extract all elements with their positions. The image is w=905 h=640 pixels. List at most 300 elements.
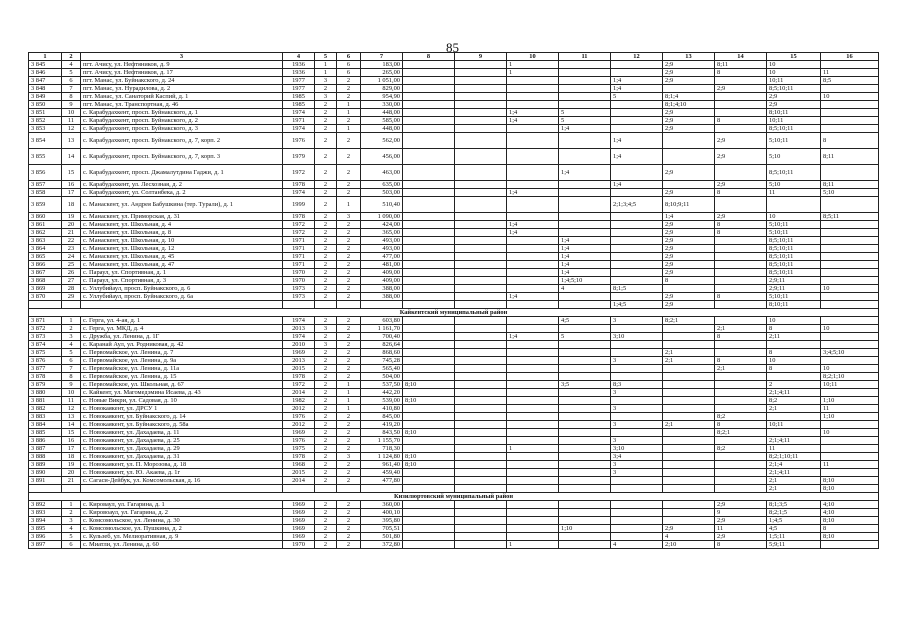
table-cell <box>455 349 507 357</box>
table-cell <box>663 381 715 389</box>
table-cell: 1972 <box>283 381 315 389</box>
table-cell <box>715 373 767 381</box>
table-cell: 4;5 <box>559 317 611 325</box>
table-cell: 10 <box>62 109 81 117</box>
table-cell: 10 <box>821 325 879 333</box>
table-row <box>29 93 879 101</box>
table-cell: 1 <box>507 61 559 69</box>
table-cell: 22 <box>62 237 81 245</box>
table-cell: 5 <box>62 533 81 541</box>
table-cell: 3 <box>611 469 663 477</box>
table-cell: 29 <box>62 293 81 301</box>
table-cell: 3 <box>315 325 337 333</box>
table-cell <box>821 61 879 69</box>
table-cell <box>821 229 879 237</box>
table-cell <box>715 405 767 413</box>
table-cell: 8;2 <box>715 445 767 453</box>
table-cell: 388,00 <box>361 293 403 301</box>
table-cell <box>821 541 879 549</box>
table-cell: 20 <box>62 221 81 229</box>
table-cell <box>507 277 559 285</box>
table-cell: 504,00 <box>361 373 403 381</box>
table-cell: 3 876 <box>29 357 62 365</box>
table-cell: 1969 <box>283 509 315 517</box>
table-cell: 8;5;10;11 <box>767 125 821 133</box>
table-row <box>29 181 879 189</box>
table-cell <box>715 301 767 309</box>
table-cell: 23 <box>62 245 81 253</box>
table-cell: 2015 <box>283 469 315 477</box>
table-cell: 3 <box>611 437 663 445</box>
table-cell: 2 <box>315 237 337 245</box>
table-cell: 2 <box>315 101 337 109</box>
table-cell: 8;5;10;11 <box>767 261 821 269</box>
table-cell: 1;4 <box>559 237 611 245</box>
table-cell <box>611 261 663 269</box>
table-cell: 1971 <box>283 253 315 261</box>
table-cell: 1979 <box>283 149 315 165</box>
column-number: 11 <box>559 53 611 61</box>
table-cell: 2;9 <box>715 85 767 93</box>
table-cell: 8 <box>767 349 821 357</box>
table-cell <box>715 461 767 469</box>
table-row <box>29 517 879 525</box>
table-cell: 2 <box>337 317 361 325</box>
table-cell: 8;2;1;10;11 <box>767 453 821 461</box>
table-cell: 3 872 <box>29 325 62 333</box>
table-cell <box>715 269 767 277</box>
table-cell <box>403 485 455 493</box>
table-cell: 2 <box>337 437 361 445</box>
table-cell: 4 <box>559 285 611 293</box>
table-cell: 1973 <box>283 285 315 293</box>
table-cell: 2 <box>337 133 361 149</box>
table-cell: 8;10;11 <box>767 109 821 117</box>
table-cell: 2 <box>337 541 361 549</box>
table-cell <box>715 277 767 285</box>
table-cell: 2;1 <box>767 477 821 485</box>
table-cell: 8;2 <box>767 397 821 405</box>
table-cell <box>315 301 337 309</box>
table-cell: с. Уллубийаул, просп. Буйнакского, д. 6а <box>81 293 283 301</box>
table-cell: 3 858 <box>29 189 62 197</box>
table-cell: 1999 <box>283 197 315 213</box>
table-cell: 2;10 <box>663 541 715 549</box>
table-cell: 8;10 <box>821 477 879 485</box>
table-cell <box>507 485 559 493</box>
table-cell: с. Первомайское, ул. Ленина, д. 11а <box>81 365 283 373</box>
table-cell: с. Карабудахкент, просп. Буйнакского, д. 3 <box>81 125 283 133</box>
table-cell <box>403 469 455 477</box>
table-cell <box>455 85 507 93</box>
table-cell <box>663 285 715 293</box>
table-cell: 3 890 <box>29 469 62 477</box>
table-cell <box>559 325 611 333</box>
table-cell <box>663 501 715 509</box>
table-cell: 8;2;1 <box>663 317 715 325</box>
table-cell: 1;4 <box>507 189 559 197</box>
table-cell: 3 849 <box>29 93 62 101</box>
table-cell <box>403 517 455 525</box>
table-cell <box>403 373 455 381</box>
table-cell <box>663 437 715 445</box>
table-cell: 8;2;1 <box>715 429 767 437</box>
table-cell: 3 886 <box>29 437 62 445</box>
table-cell <box>403 237 455 245</box>
table-cell: 2 <box>337 413 361 421</box>
table-cell <box>821 117 879 125</box>
table-row <box>29 357 879 365</box>
table-cell: 2 <box>315 365 337 373</box>
table-cell: 961,40 <box>361 461 403 469</box>
table-cell: 3 892 <box>29 501 62 509</box>
table-cell: 1936 <box>283 69 315 77</box>
table-cell: 3;4 <box>611 453 663 461</box>
table-cell <box>611 277 663 285</box>
table-cell <box>455 293 507 301</box>
table-cell: 8;10 <box>821 485 879 493</box>
table-cell: пгт. Манас, ул. Буйнакского, д. 24 <box>81 77 283 85</box>
table-cell: 3 846 <box>29 69 62 77</box>
table-cell <box>403 533 455 541</box>
table-cell: 459,40 <box>361 469 403 477</box>
table-cell <box>507 317 559 325</box>
table-cell: 12 <box>62 125 81 133</box>
table-cell: 2 <box>315 117 337 125</box>
table-cell: 3 <box>337 453 361 461</box>
table-cell <box>455 149 507 165</box>
table-cell <box>767 341 821 349</box>
table-cell <box>455 485 507 493</box>
table-cell: 2 <box>337 245 361 253</box>
table-cell: 2;1 <box>715 365 767 373</box>
table-cell: 17 <box>62 445 81 453</box>
table-cell: 21 <box>62 477 81 485</box>
table-cell: 1970 <box>283 541 315 549</box>
table-cell: 1969 <box>283 501 315 509</box>
table-cell: 1936 <box>283 61 315 69</box>
table-cell: 2 <box>315 509 337 517</box>
table-cell: 2 <box>337 117 361 125</box>
table-cell: 2;9 <box>663 221 715 229</box>
table-cell: 10 <box>767 61 821 69</box>
table-cell: 1;10 <box>821 397 879 405</box>
table-cell: 372,80 <box>361 541 403 549</box>
table-cell: 1972 <box>283 229 315 237</box>
table-cell <box>403 181 455 189</box>
table-cell: 8;10 <box>821 533 879 541</box>
table-cell: 3 894 <box>29 517 62 525</box>
table-cell <box>337 301 361 309</box>
table-cell <box>507 133 559 149</box>
table-cell: 4 <box>62 61 81 69</box>
table-cell: 2;1 <box>663 421 715 429</box>
table-cell: 8;1;4;10 <box>663 101 715 109</box>
table-cell: 2 <box>767 381 821 389</box>
table-cell <box>62 485 81 493</box>
table-cell: с. Манаскент, ул. Школьная, д. 8 <box>81 229 283 237</box>
page-number: 85 <box>446 40 459 55</box>
table-cell: 4;5 <box>767 525 821 533</box>
table-cell: 2 <box>337 477 361 485</box>
table-cell <box>663 485 715 493</box>
table-cell: 2 <box>315 477 337 485</box>
table-cell <box>507 429 559 437</box>
table-cell: 409,00 <box>361 277 403 285</box>
table-cell <box>455 461 507 469</box>
table-cell: 2 <box>315 429 337 437</box>
table-cell: 3 874 <box>29 341 62 349</box>
table-cell: 4 <box>62 341 81 349</box>
table-cell: с. Кироваул, ул. Гагарина, д. 1 <box>81 501 283 509</box>
table-cell: 501,80 <box>361 533 403 541</box>
table-cell <box>403 341 455 349</box>
table-cell: 2014 <box>283 477 315 485</box>
table-cell: 8;1;5 <box>611 285 663 293</box>
table-cell <box>821 341 879 349</box>
table-cell: 424,00 <box>361 221 403 229</box>
table-cell <box>611 365 663 373</box>
table-cell: 2;9 <box>715 133 767 149</box>
table-cell <box>455 213 507 221</box>
table-cell: 2 <box>337 421 361 429</box>
table-cell: 11 <box>821 405 879 413</box>
column-number: 13 <box>663 53 715 61</box>
table-cell: 2 <box>337 341 361 349</box>
table-cell <box>507 525 559 533</box>
table-cell: 28 <box>62 285 81 293</box>
district-title: Кизилюртовский муниципальный район <box>29 493 879 501</box>
table-cell: 2 <box>337 269 361 277</box>
table-cell: 3 897 <box>29 541 62 549</box>
table-cell: 1;10 <box>559 525 611 533</box>
table-cell: 1969 <box>283 533 315 541</box>
table-cell: 3 867 <box>29 269 62 277</box>
table-cell: 12 <box>62 405 81 413</box>
table-cell: 3 <box>611 357 663 365</box>
table-cell: 8;5;10;11 <box>767 85 821 93</box>
table-cell: 2;9 <box>767 93 821 101</box>
table-cell: 1971 <box>283 245 315 253</box>
table-cell <box>559 77 611 85</box>
table-cell: с. Манаскент, ул. Школьная, д. 47 <box>81 261 283 269</box>
table-cell <box>767 413 821 421</box>
table-cell <box>715 165 767 181</box>
table-row <box>29 165 879 181</box>
table-cell: 2;9 <box>715 149 767 165</box>
table-cell <box>403 293 455 301</box>
table-cell <box>611 269 663 277</box>
table-cell: 3 <box>611 461 663 469</box>
table-cell: с. Карабудахкент, ул. Лесхозная, д. 2 <box>81 181 283 189</box>
table-cell: 2 <box>337 293 361 301</box>
table-cell <box>663 477 715 485</box>
table-cell <box>611 293 663 301</box>
table-cell <box>455 93 507 101</box>
table-cell: 745,28 <box>361 357 403 365</box>
table-cell: 388,00 <box>361 285 403 293</box>
table-cell <box>821 261 879 269</box>
table-cell: 10 <box>821 93 879 101</box>
table-cell <box>507 357 559 365</box>
table-cell: 2 <box>315 533 337 541</box>
table-cell: 3 882 <box>29 405 62 413</box>
column-number: 15 <box>767 53 821 61</box>
table-cell <box>559 69 611 77</box>
table-cell <box>403 301 455 309</box>
table-cell <box>663 365 715 373</box>
table-cell <box>455 133 507 149</box>
table-cell <box>715 253 767 261</box>
table-cell <box>715 261 767 269</box>
table-cell: 2 <box>315 381 337 389</box>
table-cell <box>821 437 879 445</box>
table-cell <box>455 341 507 349</box>
table-cell <box>559 357 611 365</box>
table-cell: 2 <box>315 541 337 549</box>
table-row <box>29 421 879 429</box>
table-cell: 3 860 <box>29 213 62 221</box>
table-cell <box>507 285 559 293</box>
table-cell: 8;10 <box>821 517 879 525</box>
table-cell: 409,00 <box>361 269 403 277</box>
table-cell: 1 <box>337 397 361 405</box>
table-cell <box>715 469 767 477</box>
table-cell: 3 864 <box>29 245 62 253</box>
table-cell <box>455 381 507 389</box>
table-cell: 2;9 <box>663 293 715 301</box>
table-cell: 5 <box>559 109 611 117</box>
table-cell <box>611 245 663 253</box>
table-cell <box>403 93 455 101</box>
table-cell <box>663 453 715 461</box>
table-cell: 2 <box>315 349 337 357</box>
table-cell <box>403 269 455 277</box>
table-cell: 1;4 <box>559 245 611 253</box>
table-cell: 183,00 <box>361 61 403 69</box>
table-cell: 2 <box>315 125 337 133</box>
table-cell: 20 <box>62 469 81 477</box>
column-number-row <box>29 53 879 61</box>
table-cell <box>559 437 611 445</box>
table-cell: 18 <box>62 197 81 213</box>
table-row <box>29 61 879 69</box>
table-cell: с. Герга, ул. 4-ая, д. 1 <box>81 317 283 325</box>
table-cell <box>821 125 879 133</box>
table-cell: 10;11 <box>767 77 821 85</box>
table-cell <box>455 437 507 445</box>
table-cell: 2 <box>315 405 337 413</box>
table-cell <box>507 237 559 245</box>
table-cell: 2;9 <box>663 269 715 277</box>
table-cell: 3 859 <box>29 197 62 213</box>
table-cell: 8;1;3;5 <box>767 501 821 509</box>
table-cell <box>283 301 315 309</box>
table-cell: 2;9 <box>663 525 715 533</box>
table-cell <box>29 485 62 493</box>
table-cell <box>507 325 559 333</box>
table-cell: 1;5;11 <box>767 533 821 541</box>
table-cell: 2 <box>337 461 361 469</box>
table-cell: 1;4 <box>507 221 559 229</box>
table-cell <box>455 229 507 237</box>
table-cell <box>715 389 767 397</box>
table-cell: 1 <box>62 317 81 325</box>
table-cell <box>559 429 611 437</box>
district-section-row <box>29 309 879 317</box>
table-cell <box>455 117 507 125</box>
table-cell: 2014 <box>283 389 315 397</box>
table-cell <box>507 509 559 517</box>
table-cell <box>611 253 663 261</box>
table-cell <box>283 485 315 493</box>
table-row <box>29 245 879 253</box>
table-cell: 16 <box>62 437 81 445</box>
table-row <box>29 269 879 277</box>
table-cell <box>559 229 611 237</box>
table-cell: 718,30 <box>361 445 403 453</box>
table-cell: 16 <box>62 181 81 189</box>
table-cell: 9 <box>62 381 81 389</box>
table-cell: 5;10;11 <box>767 293 821 301</box>
table-cell: 8 <box>767 365 821 373</box>
table-cell <box>767 429 821 437</box>
table-cell <box>559 301 611 309</box>
table-cell: 2;1;3;4;5 <box>611 197 663 213</box>
table-cell: 6 <box>62 541 81 549</box>
table-cell: 2 <box>337 349 361 357</box>
table-cell <box>559 61 611 69</box>
table-cell: 5 <box>62 349 81 357</box>
table-cell: с. Карабудахкент, ул. Солтанбека, д. 2 <box>81 189 283 197</box>
table-cell: 1969 <box>283 525 315 533</box>
column-number: 7 <box>361 53 403 61</box>
table-cell <box>507 501 559 509</box>
table-cell <box>507 461 559 469</box>
table-cell: пгт. Ачису, ул. Нефтяников, д. 9 <box>81 61 283 69</box>
table-cell <box>403 477 455 485</box>
table-cell: 3 868 <box>29 277 62 285</box>
table-cell <box>663 333 715 341</box>
table-cell <box>403 109 455 117</box>
table-cell: с. Сагаси-Дейбук, ул. Комсомольская, д. 16 <box>81 477 283 485</box>
table-cell <box>455 525 507 533</box>
table-cell: 585,00 <box>361 117 403 125</box>
table-cell: 360,00 <box>361 501 403 509</box>
column-number: 1 <box>29 53 62 61</box>
table-cell: 8 <box>821 525 879 533</box>
table-cell <box>81 485 283 493</box>
table-cell: 11 <box>821 69 879 77</box>
table-cell <box>403 165 455 181</box>
table-cell: 1 <box>337 109 361 117</box>
table-cell: 2012 <box>283 421 315 429</box>
table-row <box>29 325 879 333</box>
table-cell: 1 <box>315 61 337 69</box>
column-number: 8 <box>403 53 455 61</box>
table-cell: 2 <box>337 93 361 101</box>
table-cell: 3 878 <box>29 373 62 381</box>
table-cell: 493,00 <box>361 245 403 253</box>
table-cell <box>403 277 455 285</box>
table-cell: 3 870 <box>29 293 62 301</box>
table-cell <box>403 501 455 509</box>
table-cell: 1970 <box>283 269 315 277</box>
column-number: 5 <box>315 53 337 61</box>
table-cell: 8;5;10;11 <box>767 165 821 181</box>
table-cell: 2 <box>337 333 361 341</box>
table-cell: 8;5;11 <box>821 213 879 221</box>
